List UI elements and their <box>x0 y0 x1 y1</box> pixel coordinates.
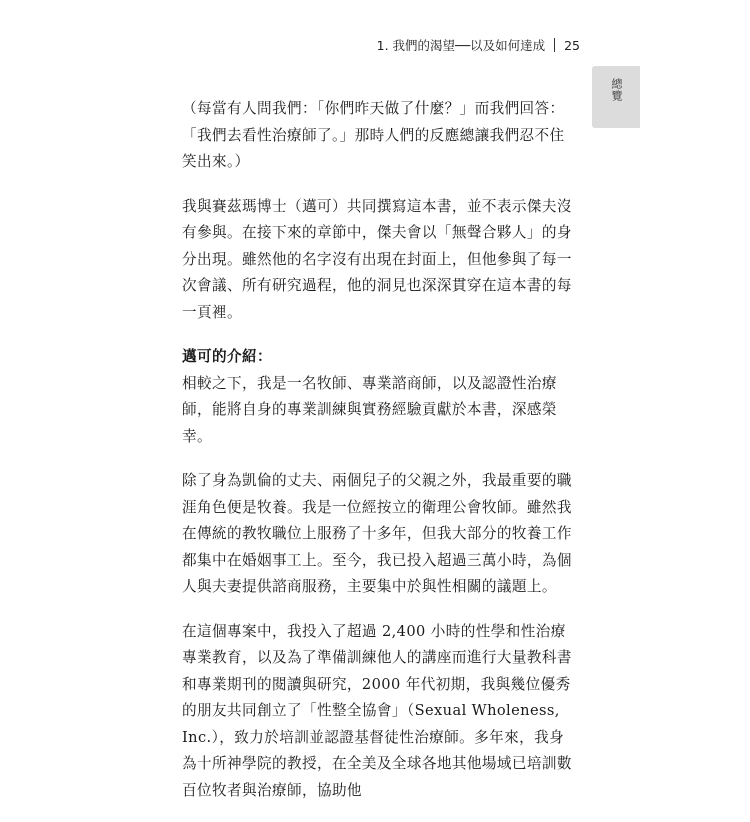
paragraph-3: 相較之下，我是一名牧師、專業諮商師，以及認證性治療師，能將自身的專業訓練與實務經驗貢獻於本書，深感榮幸。 <box>182 374 557 445</box>
paragraph-4: 除了身為凱倫的丈夫、兩個兒子的父親之外，我最重要的職涯角色便是牧養。我是一位經按立的衛理公會牧師。雖然我在傳統的教牧職位上服務了十多年，但我大部分的牧養工作都集中在婚姻事工上。至今，我已投入超過三萬小時，為個人與夫妻提供諮商服務，主要集中於與性相關的議題上。 <box>182 472 572 595</box>
chapter-title: 1. 我們的渴望──以及如何達成 <box>376 38 546 53</box>
header-divider <box>554 38 555 52</box>
section-heading: 邁可的介紹： <box>182 348 272 365</box>
running-head <box>377 36 580 54</box>
section-tab <box>592 66 640 128</box>
body-text <box>182 96 577 822</box>
paragraph-5: 在這個專案中，我投入了超過 2,400 小時的性學和性治療專業教育，以及為了準備訓練他人的講座而進行大量教科書和專業期刊的閱讀與研究，2000 年代初期，我與幾位優秀的朋友共同創立了「性整全協會」（Sexual Wholeness, Inc.），致力於培訓並認證基督徒性治療師。多年來，我身為十所神學院的教授，在全美及全球各地其他場域已培訓數百位牧者與治療師，協助他 <box>182 622 572 799</box>
section-tab-label: 總覽 <box>610 78 623 102</box>
page-number: 25 <box>564 37 580 53</box>
paragraph-2: 我與賽茲瑪博士（邁可）共同撰寫這本書，並不表示傑夫沒有參與。在接下來的章節中，傑夫會以「無聲合夥人」的身分出現。雖然他的名字沒有出現在封面上，但他參與了每一次會議、所有研究過程，他的洞見也深深貫穿在這本書的每一頁裡。 <box>182 197 572 321</box>
paragraph-1: （每當有人問我們：「你們昨天做了什麼？」而我們回答：「我們去看性治療師了。」那時人們的反應總讓我們忍不住笑出來。） <box>182 100 565 170</box>
